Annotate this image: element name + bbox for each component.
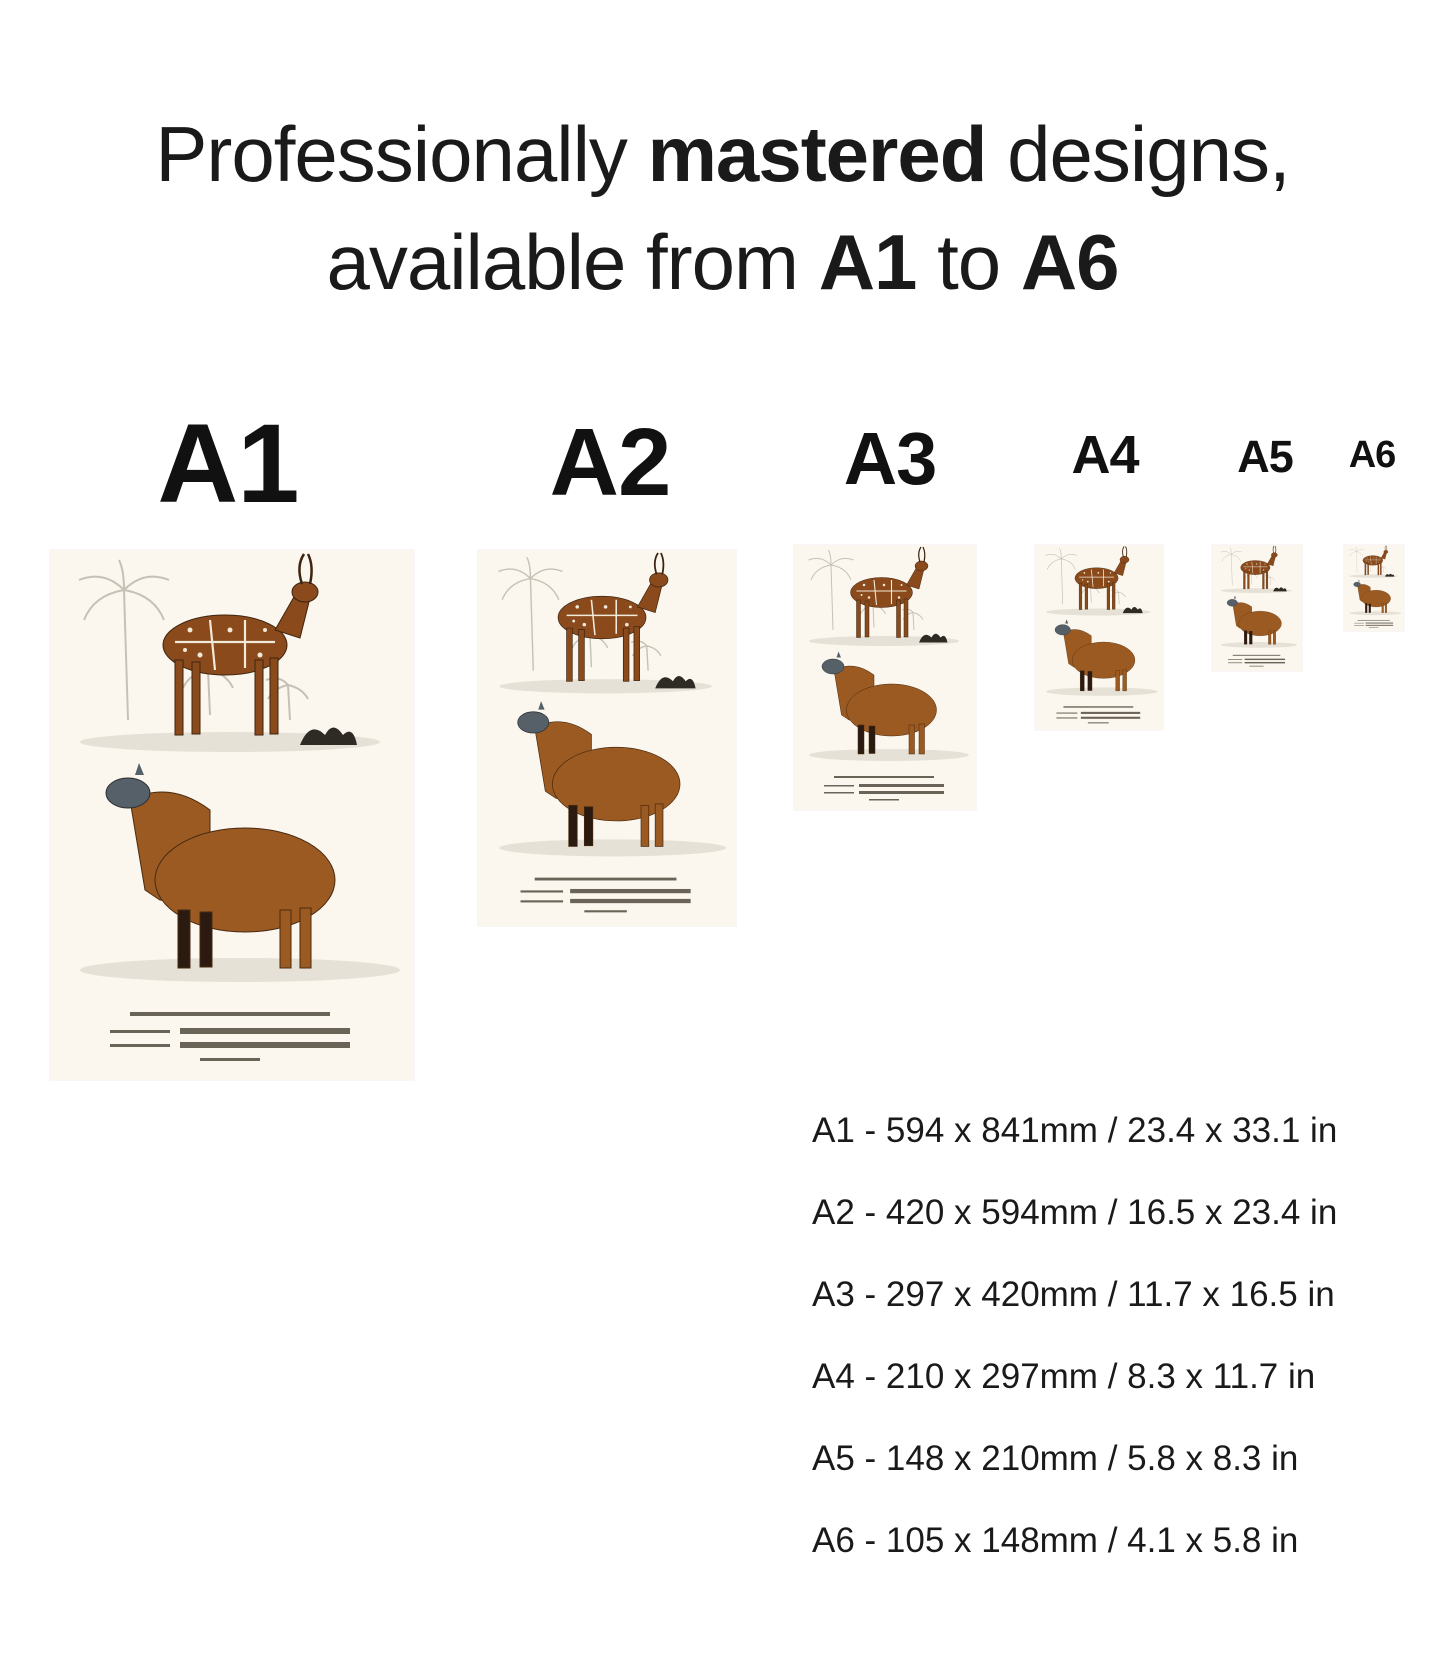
headline-line-1 [0, 100, 1445, 208]
headline-text: designs, [986, 110, 1290, 198]
headline-bold: mastered [647, 110, 987, 198]
poster-a5 [1212, 545, 1302, 671]
spec-row-a3: A3 - 297 x 420mm / 11.7 x 16.5 in [812, 1275, 1335, 1314]
poster-a3 [794, 545, 976, 810]
poster-illustration [1035, 545, 1163, 730]
spec-row-a1: A1 - 594 x 841mm / 23.4 x 33.1 in [812, 1111, 1338, 1150]
spec-row-a4: A4 - 210 x 297mm / 8.3 x 11.7 in [812, 1357, 1316, 1396]
size-label-a3: A3 [843, 417, 937, 500]
headline-line-2 [0, 208, 1445, 316]
size-label-a4: A4 [1071, 425, 1139, 485]
poster-illustration [478, 550, 736, 926]
poster-illustration [1212, 545, 1302, 671]
headline-bold: A1 [818, 218, 917, 306]
poster-a6 [1344, 545, 1404, 631]
headline-text: available from [326, 218, 819, 306]
spec-row-a2: A2 - 420 x 594mm / 16.5 x 23.4 in [812, 1193, 1338, 1232]
headline-text: to [916, 218, 1021, 306]
size-specs-list [812, 1090, 1432, 1582]
size-label-a5: A5 [1237, 431, 1293, 482]
size-label-a2: A2 [549, 409, 671, 516]
poster-a4 [1035, 545, 1163, 730]
spec-row-a5: A5 - 148 x 210mm / 5.8 x 8.3 in [812, 1439, 1299, 1478]
poster-a2 [478, 550, 736, 926]
spec-row-a6: A6 - 105 x 148mm / 4.1 x 5.8 in [812, 1521, 1299, 1560]
poster-illustration [1344, 545, 1404, 631]
poster-illustration [794, 545, 976, 810]
poster-illustration [50, 550, 414, 1080]
poster-a1 [50, 550, 414, 1080]
size-label-a6: A6 [1348, 434, 1396, 476]
headline-text: Professionally [155, 110, 648, 198]
headline-bold: A6 [1020, 218, 1119, 306]
headline [0, 100, 1445, 316]
size-label-a1: A1 [157, 401, 299, 526]
